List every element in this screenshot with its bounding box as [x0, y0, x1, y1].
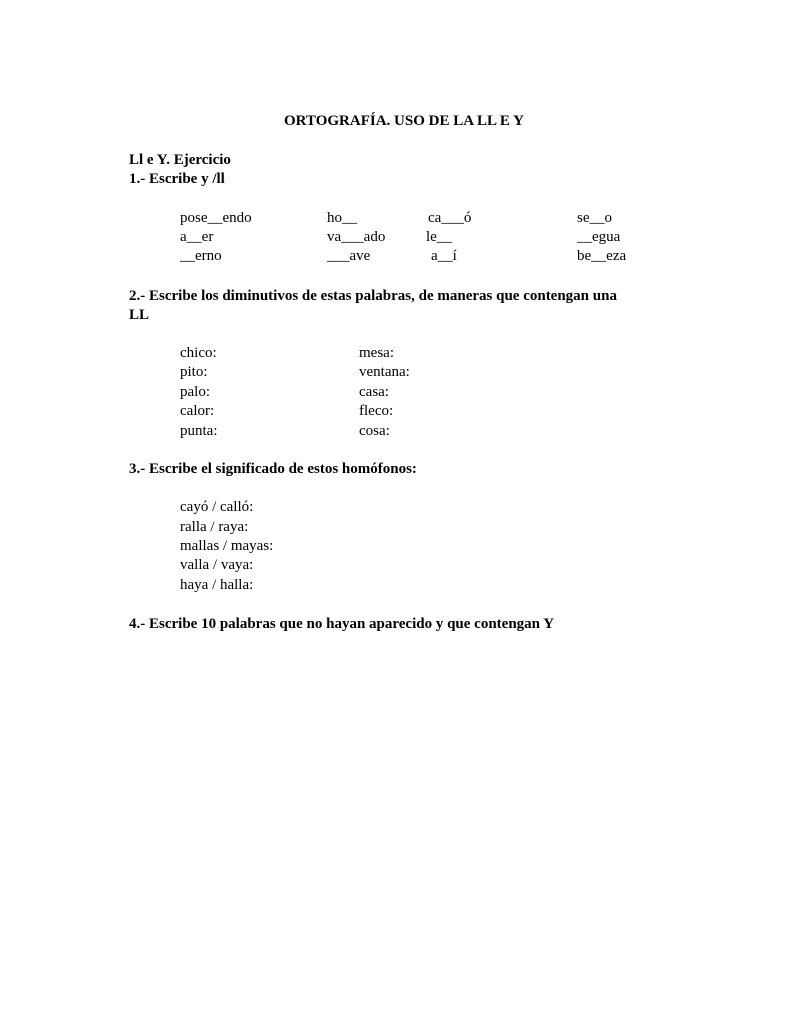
exercise-1-heading: 1.- Escribe y /ll: [129, 171, 225, 187]
ex1-word: ___ave: [327, 248, 371, 264]
ex1-word: ho__: [327, 210, 357, 226]
ex1-word: va___ado: [327, 229, 386, 245]
exercise-2-heading: 2.- Escribe los diminutivos de estas palabras, de maneras que contengan una: [129, 288, 617, 304]
ex3-homophone: mallas / mayas:: [180, 538, 274, 554]
ex2-word: pito:: [180, 364, 208, 380]
ex1-word: le__: [426, 229, 452, 245]
ex2-word: chico:: [180, 345, 217, 361]
ex3-homophone: cayó / calló:: [180, 499, 254, 515]
ex2-word: palo:: [180, 384, 210, 400]
ex1-word: __egua: [577, 229, 621, 245]
ex3-homophone: haya / halla:: [180, 577, 254, 593]
ex1-word: se__o: [577, 210, 612, 226]
ex1-word: be__eza: [577, 248, 627, 264]
ex2-word: punta:: [180, 423, 218, 439]
ex2-word: casa:: [359, 384, 389, 400]
ex3-homophone: valla / vaya:: [180, 557, 254, 573]
document-title: ORTOGRAFÍA. USO DE LA LL E Y: [284, 113, 524, 129]
ex1-word: __erno: [180, 248, 222, 264]
ex2-word: ventana:: [359, 364, 410, 380]
ex2-word: mesa:: [359, 345, 394, 361]
ex1-word: ca___ó: [428, 210, 472, 226]
exercise-2-heading-continued: LL: [129, 307, 150, 323]
ex2-word: calor:: [180, 403, 215, 419]
ex1-word: a__er: [180, 229, 214, 245]
ex3-homophone: ralla / raya:: [180, 519, 249, 535]
exercise-3-heading: 3.- Escribe el significado de estos homófonos:: [129, 461, 417, 477]
ex1-word: a__í: [431, 248, 457, 264]
exercise-4-heading: 4.- Escribe 10 palabras que no hayan aparecido y que contengan Y: [129, 616, 555, 632]
ex1-word: pose__endo: [180, 210, 252, 226]
ex2-word: fleco:: [359, 403, 394, 419]
section-subtitle: Ll e Y. Ejercicio: [129, 152, 231, 168]
ex2-word: cosa:: [359, 423, 390, 439]
